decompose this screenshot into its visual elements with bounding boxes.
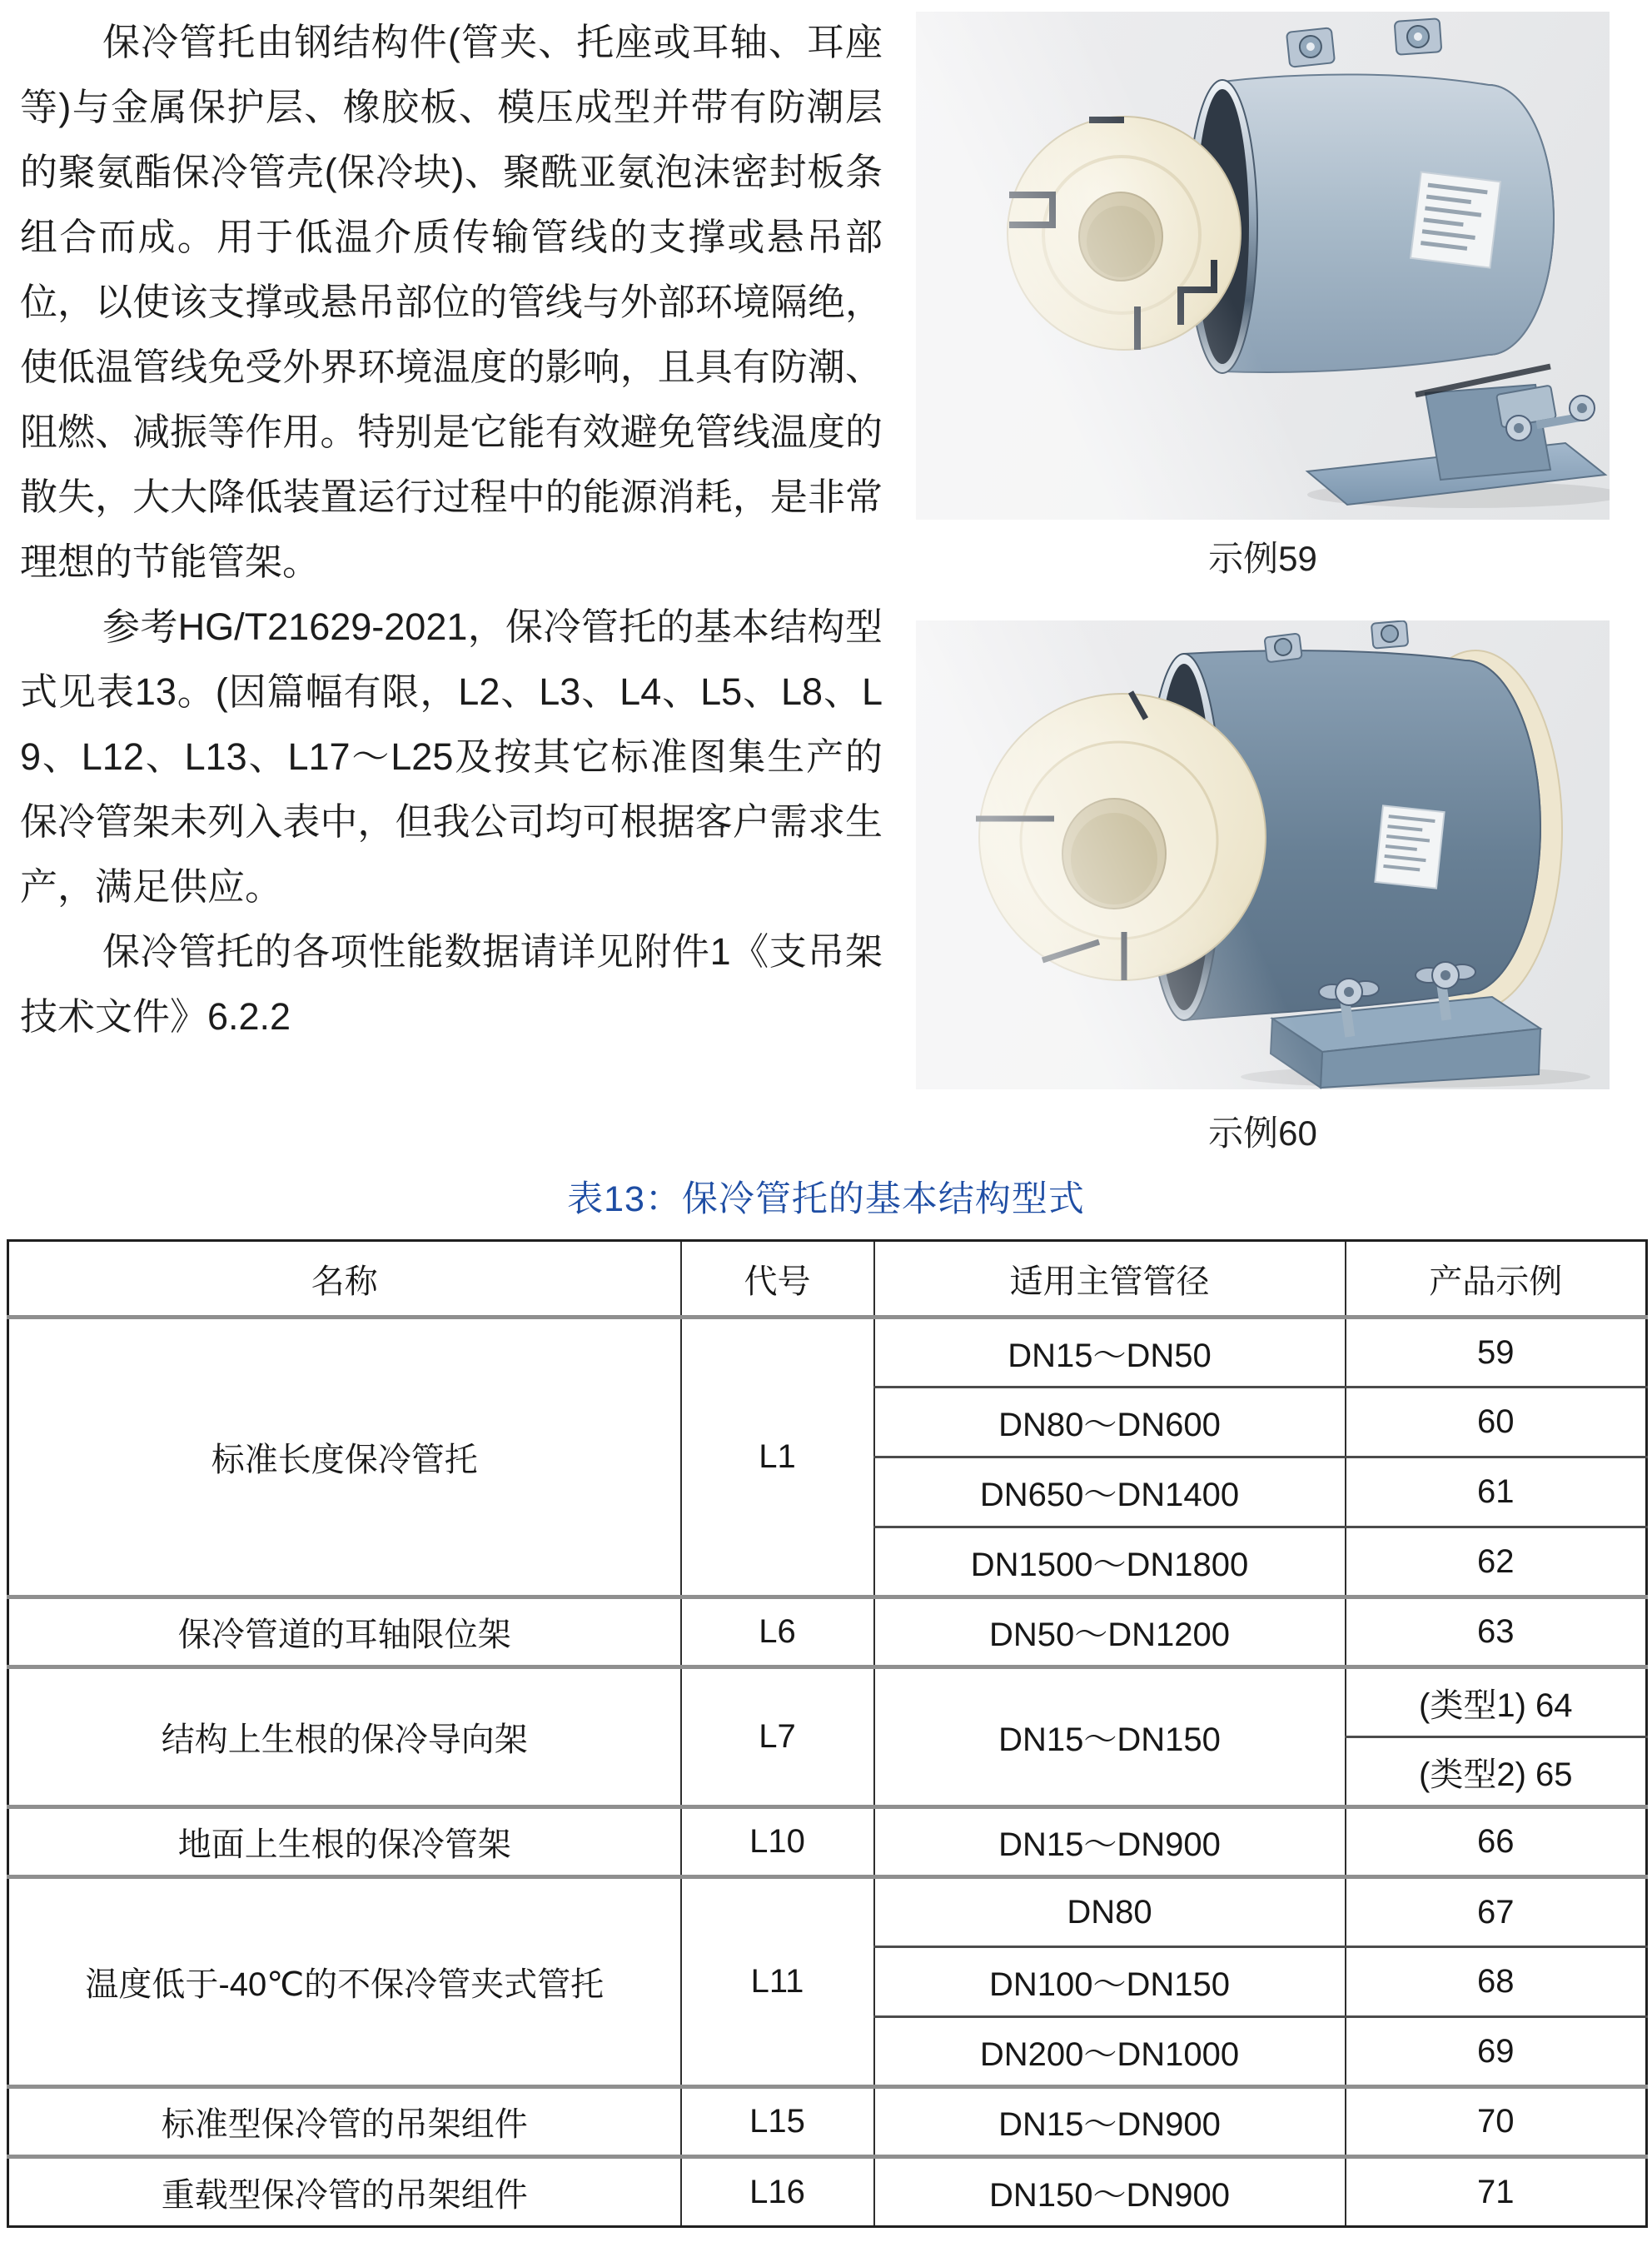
table-title: 表13：保冷管托的基本结构型式	[567, 1179, 1085, 1219]
header-diameter: 适用主管管径	[874, 1241, 1346, 1318]
table-row	[8, 2087, 1647, 2157]
table-row	[8, 1318, 1647, 1388]
cell-diameter: DN15～DN900	[874, 2087, 1346, 2157]
figure-59-panel	[916, 12, 1610, 520]
cell-diameter: DN100～DN150	[874, 1947, 1346, 2017]
cell-code: L10	[681, 1807, 874, 1877]
cell-example: 68	[1346, 1947, 1647, 2017]
cell-example: 62	[1346, 1527, 1647, 1597]
table-row	[8, 1597, 1647, 1667]
header-name: 名称	[8, 1241, 681, 1318]
table-row	[8, 2157, 1647, 2227]
paragraph-reference: 保冷管托的各项性能数据请详见附件1《支吊架技术文件》6.2.2	[20, 930, 883, 1038]
cell-diameter: DN15～DN50	[874, 1318, 1346, 1388]
cell-name: 重载型保冷管的吊架组件	[8, 2157, 681, 2227]
cell-example: 63	[1346, 1597, 1647, 1667]
paragraph-standard: 参考HG/T21629-2021，保冷管托的基本结构型式见表13。(因篇幅有限，L2、L3、L4、L5、L8、L9、L12、L13、L17～L25及按其它标准图集生产的保冷管架未列入表中，但我公司均可根据客户需求生产，满足供应。	[20, 605, 883, 908]
cell-diameter: DN80	[874, 1877, 1346, 1947]
cell-diameter: DN15～DN150	[874, 1667, 1346, 1807]
cell-example: 67	[1346, 1877, 1647, 1947]
cell-diameter: DN1500～DN1800	[874, 1527, 1346, 1597]
table-row	[8, 1807, 1647, 1877]
figure-60-caption: 示例60	[1208, 1114, 1317, 1153]
figure-60-panel	[916, 620, 1610, 1089]
figure-59-caption: 示例59	[1208, 539, 1317, 578]
cell-example: (类型2) 65	[1346, 1737, 1647, 1807]
header-code: 代号	[681, 1241, 874, 1318]
table-row	[8, 1667, 1647, 1737]
structure-type-table	[7, 1239, 1648, 2228]
cell-example: 59	[1346, 1318, 1647, 1388]
cell-code: L16	[681, 2157, 874, 2227]
cell-example: 69	[1346, 2017, 1647, 2087]
cell-example: 60	[1346, 1388, 1647, 1457]
cell-example: (类型1) 64	[1346, 1667, 1647, 1737]
cell-code: L7	[681, 1667, 874, 1807]
cell-diameter: DN80～DN600	[874, 1388, 1346, 1457]
cell-name: 标准长度保冷管托	[8, 1318, 681, 1597]
cell-code: L1	[681, 1318, 874, 1597]
paragraph-intro: 保冷管托由钢结构件(管夹、托座或耳轴、耳座等)与金属保护层、橡胶板、模压成型并带有防潮层的聚氨酯保冷管壳(保冷块)、聚酰亚氨泡沫密封板条组合而成。用于低温介质传输管线的支撑或悬吊部位，以使该支撑或悬吊部位的管线与外部环境隔绝，使低温管线免受外界环境温度的影响，且具有防潮、阻燃、减振等作用。特别是它能有效避免管线温度的散失，大大降低装置运行过程中的能源消耗，是非常理想的节能管架。	[20, 21, 883, 583]
cell-code: L11	[681, 1877, 874, 2087]
cell-diameter: DN15～DN900	[874, 1807, 1346, 1877]
cell-diameter: DN200～DN1000	[874, 2017, 1346, 2087]
cell-name: 标准型保冷管的吊架组件	[8, 2087, 681, 2157]
pipe-support-photo-60	[916, 620, 1610, 1089]
cell-name: 地面上生根的保冷管架	[8, 1807, 681, 1877]
cell-example: 66	[1346, 1807, 1647, 1877]
pipe-support-photo-59	[916, 12, 1610, 520]
cell-code: L6	[681, 1597, 874, 1667]
table-row	[8, 1877, 1647, 1947]
header-example: 产品示例	[1346, 1241, 1647, 1318]
cell-diameter: DN150～DN900	[874, 2157, 1346, 2227]
cell-example: 61	[1346, 1457, 1647, 1527]
cell-example: 70	[1346, 2087, 1647, 2157]
cell-name: 温度低于-40℃的不保冷管夹式管托	[8, 1877, 681, 2087]
cell-name: 保冷管道的耳轴限位架	[8, 1597, 681, 1667]
cell-diameter: DN50～DN1200	[874, 1597, 1346, 1667]
cell-name: 结构上生根的保冷导向架	[8, 1667, 681, 1807]
cell-example: 71	[1346, 2157, 1647, 2227]
article-text	[20, 10, 883, 1049]
cell-code: L15	[681, 2087, 874, 2157]
table-header-row	[8, 1241, 1647, 1318]
cell-diameter: DN650～DN1400	[874, 1457, 1346, 1527]
